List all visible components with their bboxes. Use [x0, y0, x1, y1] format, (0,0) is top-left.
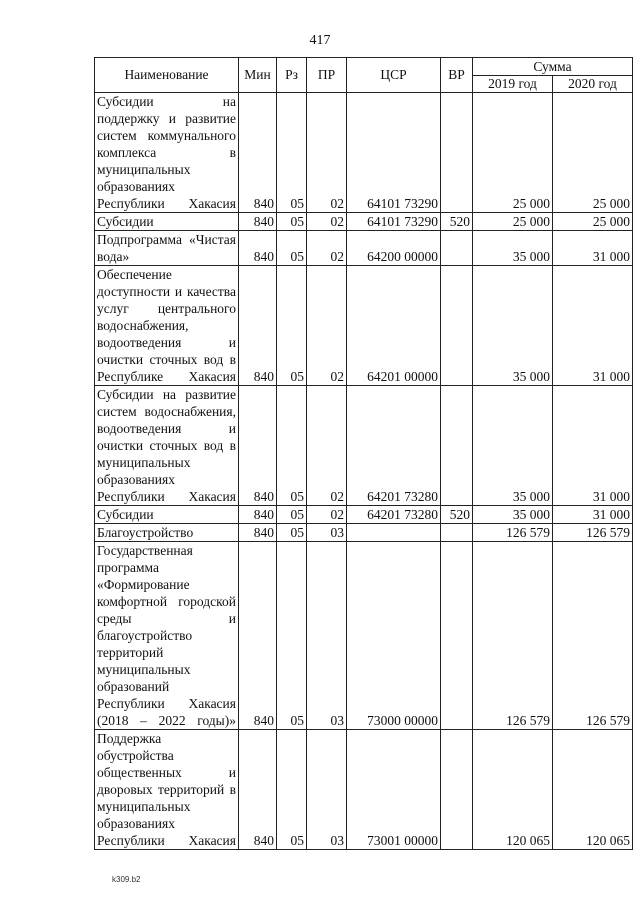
cell-rz: 05 — [277, 266, 307, 386]
page-number: 417 — [309, 33, 331, 48]
cell-pr: 02 — [307, 266, 347, 386]
cell-rz: 05 — [277, 542, 307, 730]
cell-min: 840 — [239, 506, 277, 524]
table-row — [95, 266, 633, 386]
cell-rz: 05 — [277, 213, 307, 231]
cell-min: 840 — [239, 524, 277, 542]
header-2019: 2019 год — [473, 76, 553, 93]
table-row — [95, 730, 633, 850]
cell-y2020: 31 000 — [553, 231, 633, 266]
cell-pr: 02 — [307, 506, 347, 524]
cell-y2019: 25 000 — [473, 93, 553, 213]
cell-csr: 64201 00000 — [347, 266, 441, 386]
cell-csr: 73001 00000 — [347, 730, 441, 850]
cell-name: Субсидии на поддержку и развитие систем коммунального комплекса в муниципальных образованиях Республики Хакасия — [95, 93, 239, 213]
cell-min: 840 — [239, 542, 277, 730]
cell-y2019: 35 000 — [473, 266, 553, 386]
cell-vr: 520 — [441, 213, 473, 231]
cell-y2020: 120 065 — [553, 730, 633, 850]
cell-pr: 03 — [307, 542, 347, 730]
cell-csr: 64200 00000 — [347, 231, 441, 266]
cell-pr: 03 — [307, 730, 347, 850]
cell-y2020: 126 579 — [553, 542, 633, 730]
table-row — [95, 231, 633, 266]
cell-csr: 64101 73290 — [347, 213, 441, 231]
cell-rz: 05 — [277, 730, 307, 850]
header-rz: Рз — [277, 58, 307, 93]
header-2020: 2020 год — [553, 76, 633, 93]
cell-y2020: 126 579 — [553, 524, 633, 542]
cell-csr: 64201 73280 — [347, 506, 441, 524]
cell-rz: 05 — [277, 506, 307, 524]
cell-y2020: 25 000 — [553, 93, 633, 213]
table-row — [95, 506, 633, 524]
cell-vr — [441, 266, 473, 386]
table-row — [95, 213, 633, 231]
header-name: Наименование — [95, 58, 239, 93]
cell-vr — [441, 730, 473, 850]
cell-min: 840 — [239, 213, 277, 231]
cell-rz: 05 — [277, 231, 307, 266]
cell-y2019: 120 065 — [473, 730, 553, 850]
cell-csr — [347, 524, 441, 542]
table-row — [95, 386, 633, 506]
table-row — [95, 542, 633, 730]
cell-vr — [441, 524, 473, 542]
cell-y2019: 35 000 — [473, 386, 553, 506]
cell-y2020: 31 000 — [553, 506, 633, 524]
header-sum: Сумма — [473, 58, 633, 76]
table-row — [95, 524, 633, 542]
header-csr: ЦСР — [347, 58, 441, 93]
cell-y2019: 35 000 — [473, 506, 553, 524]
cell-vr — [441, 93, 473, 213]
cell-vr — [441, 542, 473, 730]
header-row-1 — [95, 58, 633, 76]
footer-code: k309.b2 — [112, 875, 141, 884]
cell-min: 840 — [239, 386, 277, 506]
cell-pr: 02 — [307, 93, 347, 213]
cell-min: 840 — [239, 266, 277, 386]
cell-name: Благоустройство — [95, 524, 239, 542]
cell-name: Субсидии — [95, 213, 239, 231]
cell-rz: 05 — [277, 524, 307, 542]
budget-table — [94, 57, 633, 850]
cell-name: Субсидии — [95, 506, 239, 524]
cell-pr: 02 — [307, 231, 347, 266]
cell-y2020: 25 000 — [553, 213, 633, 231]
cell-y2019: 25 000 — [473, 213, 553, 231]
cell-min: 840 — [239, 231, 277, 266]
header-vr: ВР — [441, 58, 473, 93]
cell-pr: 03 — [307, 524, 347, 542]
cell-csr: 64201 73280 — [347, 386, 441, 506]
cell-csr: 64101 73290 — [347, 93, 441, 213]
cell-min: 840 — [239, 93, 277, 213]
cell-vr — [441, 386, 473, 506]
cell-min: 840 — [239, 730, 277, 850]
cell-name: Подпрограмма «Чистая вода» — [95, 231, 239, 266]
cell-rz: 05 — [277, 93, 307, 213]
table-row — [95, 93, 633, 213]
cell-y2019: 35 000 — [473, 231, 553, 266]
cell-y2020: 31 000 — [553, 386, 633, 506]
cell-vr: 520 — [441, 506, 473, 524]
cell-name: Обеспечение доступности и качества услуг центрального водоснабжения, водоотведения и очистки сточных вод в Республике Хакасия — [95, 266, 239, 386]
cell-name: Поддержка обустройства общественных и дворовых территорий в муниципальных образованиях Республики Хакасия — [95, 730, 239, 850]
cell-pr: 02 — [307, 386, 347, 506]
cell-y2019: 126 579 — [473, 542, 553, 730]
cell-y2020: 31 000 — [553, 266, 633, 386]
cell-rz: 05 — [277, 386, 307, 506]
cell-csr: 73000 00000 — [347, 542, 441, 730]
cell-vr — [441, 231, 473, 266]
header-min: Мин — [239, 58, 277, 93]
header-pr: ПР — [307, 58, 347, 93]
cell-name: Субсидии на развитие систем водоснабжения, водоотведения и очистки сточных вод в муниципальных образованиях Республики Хакасия — [95, 386, 239, 506]
cell-name: Государственная программа «Формирование комфортной городской среды и благоустройство территорий муниципальных образований Республики Хакасия (2018 – 2022 годы)» — [95, 542, 239, 730]
cell-pr: 02 — [307, 213, 347, 231]
cell-y2019: 126 579 — [473, 524, 553, 542]
